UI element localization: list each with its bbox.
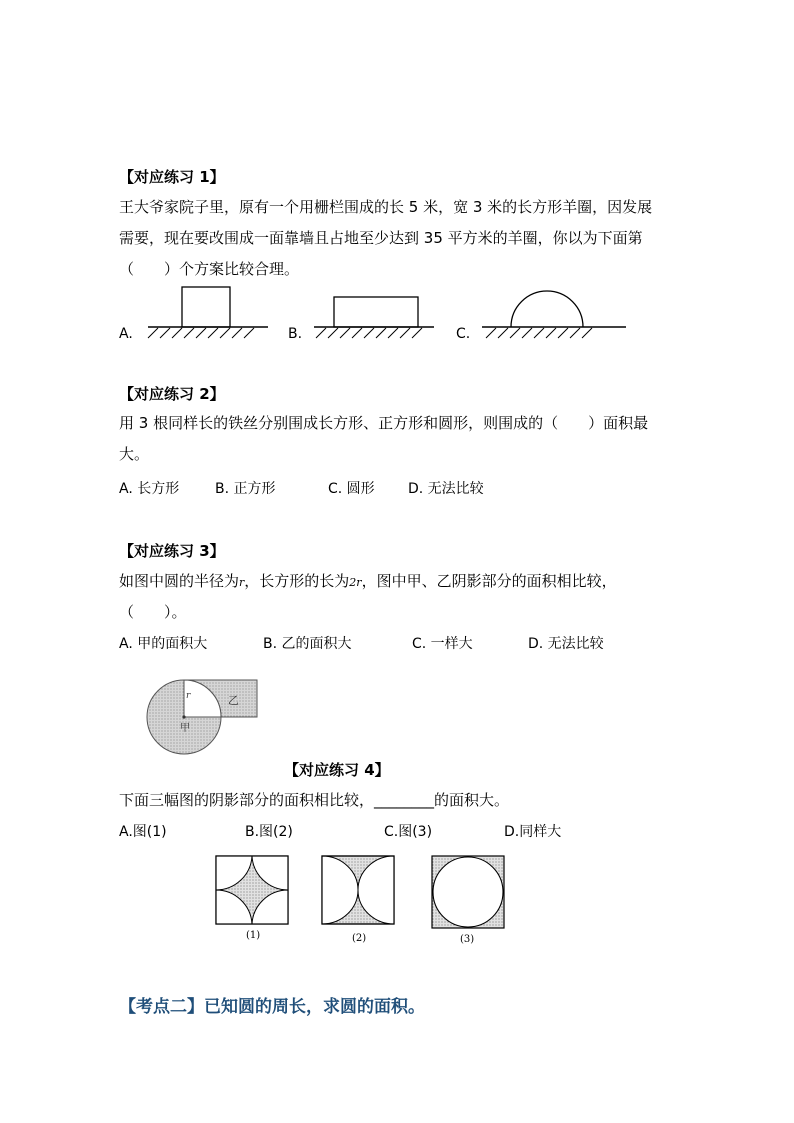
exercise-2-line-1: 用 3 根同样长的铁丝分别围成长方形、正方形和圆形，则围成的（ ）面积最	[119, 414, 649, 432]
exercise-1-line-1: 王大爷家院子里，原有一个用栅栏围成的长 5 米，宽 3 米的长方形羊圈，因发展	[119, 198, 653, 216]
exercise-2-option-d: D. 无法比较	[408, 481, 484, 497]
figure-3-caption: (3)	[460, 934, 475, 945]
exercise-1-option-a: A.	[119, 326, 133, 342]
radius-variable: r	[239, 576, 245, 589]
exercise-4-figures	[210, 852, 510, 947]
exercise-4-option-c: C.图(3)	[384, 824, 433, 840]
figure-label-r: r	[186, 691, 191, 701]
figure-2-caption: (2)	[352, 933, 367, 944]
length-variable: 2r	[349, 576, 362, 589]
exercise-1-line-3: （ ）个方案比较合理。	[119, 260, 300, 278]
exercise-1-heading: 【对应练习 1】	[119, 168, 225, 186]
option-b-rectangle-pen-figure	[314, 297, 434, 338]
exercise-1-option-c: C.	[456, 326, 471, 342]
exercise-3-heading: 【对应练习 3】	[119, 542, 225, 560]
exercise-3-option-a: A. 甲的面积大	[119, 636, 208, 652]
exercise-2-line-2: 大。	[119, 445, 150, 463]
figure-label-jia: 甲	[180, 723, 190, 734]
exercise-3-line-1-part-c: ，图中甲、乙阴影部分的面积相比较，	[361, 572, 617, 590]
exercise-4-heading: 【对应练习 4】	[284, 761, 390, 779]
exercise-1-option-b: B.	[288, 326, 303, 342]
exercise-4-option-d: D.同样大	[504, 824, 562, 840]
figure-2-half-circles	[322, 856, 394, 924]
exercise-1-line-2: 需要，现在要改围成一面靠墙且占地至少达到 35 平方米的羊圈，你以为下面第	[119, 229, 643, 247]
exercise-1-figures	[140, 284, 640, 344]
key-point-2-heading: 【考点二】已知圆的周长，求圆的面积。	[119, 997, 425, 1017]
exercise-2-option-c: C. 圆形	[328, 481, 375, 497]
figure-1-astroid	[216, 856, 288, 924]
figure-1-caption: (1)	[246, 930, 261, 941]
exercise-3-option-c: C. 一样大	[412, 636, 473, 652]
exercise-2-heading: 【对应练习 2】	[119, 385, 225, 403]
exercise-4-option-b: B.图(2)	[245, 824, 293, 840]
exercise-4-line: 下面三幅图的阴影部分的面积相比较，________的面积大。	[119, 791, 510, 809]
option-c-semicircle-pen-figure	[482, 291, 626, 338]
exercise-3-option-b: B. 乙的面积大	[263, 636, 352, 652]
exercise-2-option-b: B. 正方形	[215, 481, 276, 497]
exercise-3-line-2: （ ）。	[119, 603, 187, 621]
exercise-3-line-1	[119, 571, 617, 593]
exercise-3-circle-rectangle-figure	[140, 670, 270, 765]
figure-label-yi: 乙	[228, 694, 239, 707]
option-a-square-pen-figure	[148, 287, 268, 338]
exercise-4-option-a: A.图(1)	[119, 824, 167, 840]
exercise-3-line-1-part-a: 如图中圆的半径为	[119, 572, 240, 590]
exercise-2-option-a: A. 长方形	[119, 481, 180, 497]
exercise-3-line-1-part-b: ，长方形的长为	[244, 572, 350, 590]
figure-3-inscribed-circle	[432, 856, 504, 928]
exercise-3-option-d: D. 无法比较	[528, 636, 604, 652]
